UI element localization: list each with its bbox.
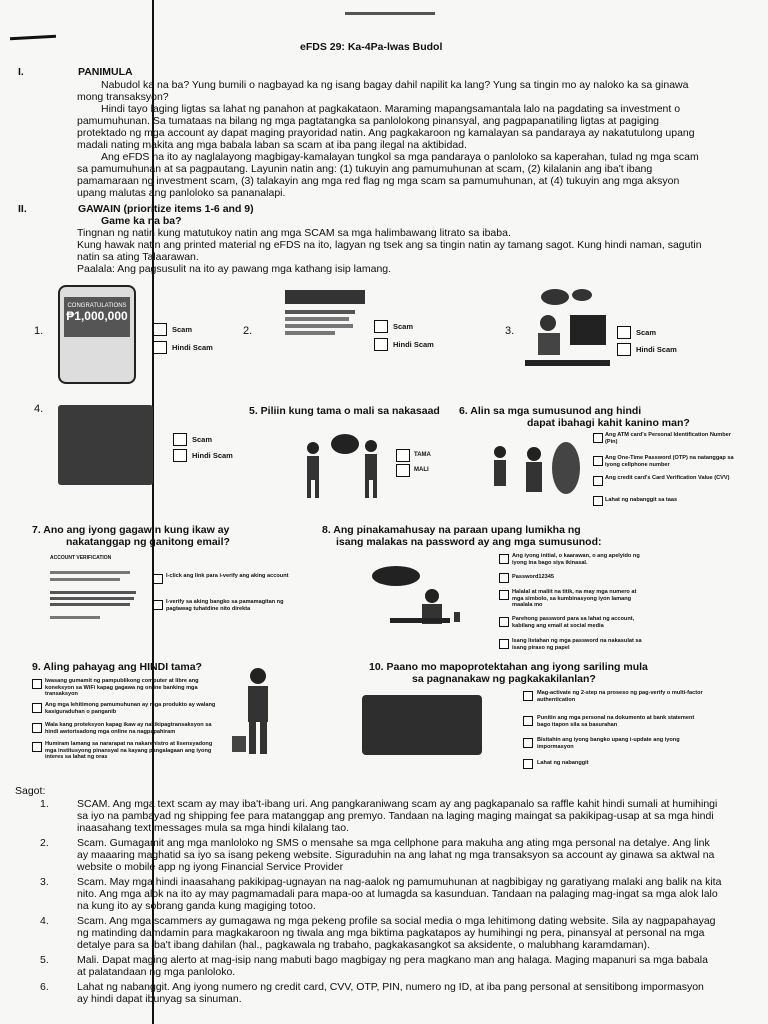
answer-number: 4.	[40, 915, 49, 927]
item2-hindi-checkbox[interactable]	[374, 338, 388, 351]
q10-opt2: Punitin ang mga personal na dokumento at bank statement bago itapon sila sa basurahan	[537, 715, 695, 728]
phone-banner: CONGRATULATIONS	[67, 303, 127, 309]
q6-title: 6. Alin sa mga sumusunod ang hindi	[459, 405, 642, 417]
q8-opt3: Halalal at maliit na titik, na may mga numero at mga simbolo, sa kumbinasyong iyon lamang maalala mo	[512, 589, 637, 609]
intro-line: sa pamumuhunan at sa pagpautang. Layunin natin ang: (1) tukuyin ang pamumuhunan at scam, (2) kilalanin ang iba't ibang	[77, 163, 653, 175]
q10-opt1-checkbox[interactable]	[523, 691, 533, 701]
q6-opt1-checkbox[interactable]	[593, 433, 603, 443]
item3-hindi-label: Hindi Scam	[636, 345, 677, 354]
q8-opt4-checkbox[interactable]	[499, 617, 509, 627]
item2-scam-label: Scam	[393, 322, 414, 331]
item3-number: 3.	[505, 325, 515, 337]
q5-mali-label: MALI	[414, 467, 429, 473]
item1-number: 1.	[34, 325, 44, 337]
item1-scam-label: Scam	[172, 325, 193, 334]
q9-opt2-checkbox[interactable]	[32, 703, 42, 713]
q9-opt4-checkbox[interactable]	[32, 742, 42, 752]
answer-line: Scam. Gumagamit ang mga manloloko ng SMS o mensahe sa mga cellphone para makuha ang ating mga personal na detalye. Ang link	[77, 837, 710, 849]
answer-line: Scam. Ang mga scammers ay gumagawa ng mga pekeng profile sa social media o mga lehitimong dating website. Sila ay nagpapahayag	[77, 915, 716, 927]
q10-opt4: Lahat ng nabanggit	[537, 760, 589, 766]
q6-opt2-checkbox[interactable]	[593, 456, 603, 466]
intro-line: pamumuhunan. Sa tumataas na bilang ng mga pagtatangka sa panlolokong pinansyal, ang pagpapanatiling ligtas at pagiging	[77, 115, 660, 127]
q6-opt4: Lahat ng nabanggit sa taas	[605, 497, 678, 503]
intro-line: upang malutas ang panloloko sa pananalapi.	[77, 187, 286, 199]
item4-hindi-label: Hindi Scam	[192, 451, 233, 460]
item1-scam-checkbox[interactable]	[153, 323, 167, 336]
q9-opt4: Humiram lamang sa nararapat na nakarehistro at lisensyadong mga institusyong pinansyal na kayang pangalagaan ang iyong interes sa lahat ng oras	[45, 741, 213, 761]
q6-opt1: Ang ATM card's Personal Identification Number (Pin)	[605, 432, 731, 445]
q7-title: 7. Ano ang iyong gagawin kung ikaw ay	[32, 524, 230, 536]
q5-mali-checkbox[interactable]	[396, 464, 410, 477]
q10-opt3: Bisitahin ang iyong bangko upang i-update ang iyong impormasyon	[537, 737, 680, 750]
q9-title: 9. Aling pahayag ang HINDI tama?	[32, 661, 202, 673]
q5-tama-label: TAMA	[414, 452, 431, 458]
item4-scam-checkbox[interactable]	[173, 433, 187, 446]
q9-opt1: Iwasang gumamit ng pampublikong computer at libre ang koneksyon sa WiFi kapag gagawa ng online banking mga transaksyon	[45, 678, 199, 698]
answer-line: Scam. May mga hindi inaasahang pakikipag-ugnayan na nag-aalok ng pamumuhunan at nagbibigay ng garatiyang malaki ang balik na kita	[77, 876, 722, 888]
instruction-line: Kung hawak natin ang printed material ng eFDS na ito, lagyan ng tsek ang sa tingin natin ay tamang sagot. Kung hindi naman, sagutin	[77, 239, 702, 251]
q6-opt3: Ang credit card's Card Verification Value (CVV)	[605, 475, 730, 481]
q5-title: 5. Piliin kung tama o mali sa nakasaad	[249, 405, 440, 417]
section1-numeral: I.	[18, 66, 24, 78]
item3-scam-label: Scam	[636, 328, 657, 337]
answer-line: Lahat ng nabanggit. Ang iyong numero ng credit card, CVV, OTP, PIN, numero ng ID, at iba pang personal at sensitibong impormasyon	[77, 981, 704, 993]
q9-opt2: Ang mga lehitimong pamumuhunan ay mga produkto ay walang kasiguraduhan o panganib	[45, 702, 216, 715]
section2-heading: GAWAIN (prioritize items 1-6 and 9)	[78, 203, 254, 215]
q10-opt4-checkbox[interactable]	[523, 759, 533, 769]
intro-line: Hindi tayo laging ligtas sa lahat ng panahon at pagkakataon. Maraming mapangsamantala lalo na pagdating sa investment o	[101, 103, 681, 115]
q5-tama-checkbox[interactable]	[396, 449, 410, 462]
email-image	[50, 555, 148, 640]
conversation-illustration	[295, 430, 395, 502]
answer-number: 6.	[40, 981, 49, 993]
answer-line: Mali. Dapat maging alerto at mag-isip nang mabuti bago magbigay ng pera magkano man ang halaga. Maging mapanuri sa mga babala	[77, 954, 708, 966]
answer-line: na kung ito ay sobrang ganda kung magiging totoo.	[77, 900, 316, 912]
dating-photo-image	[58, 405, 153, 485]
item2-hindi-label: Hindi Scam	[393, 340, 434, 349]
answer-line: sa iyo na pambayad ng shipping fee para matanggap ang premyo. Tandaan na laging maging maingat sa pakikipag-usap at sa mga hindi	[77, 810, 714, 822]
q10-opt1: Mag-activate ng 2-step na proseso ng pag-verify o multi-factor authentication	[537, 690, 703, 703]
item1-hindi-checkbox[interactable]	[153, 341, 167, 354]
answer-line: nito. Ang mga alok na ito ay may pagmamadali para mapa-oo at lumagda sa kasunduan. Tandaan na palaging mag-ingat sa mga alok lalo	[77, 888, 718, 900]
q7-title-2: nakatanggap ng ganitong email?	[66, 536, 230, 548]
q8-title: 8. Ang pinakamahusay na paraan upang lumikha ng	[322, 524, 581, 536]
q6-opt2: Ang One-Time Password (OTP) na natanggap sa iyong cellphone number	[605, 455, 734, 468]
page-title: eFDS 29: Ka-4Pa-lwas Budol	[300, 41, 443, 53]
instruction-line: natin sa ating Talaarawan.	[77, 251, 199, 263]
phone-image	[58, 285, 136, 384]
answer-line: ng matinding damdamin para magkakaroon ng tiwala ang mga biktima pagkatapos ay humihingi ng pera, pinansyal at personal na mga	[77, 927, 705, 939]
item1-hindi-label: Hindi Scam	[172, 343, 213, 352]
answer-line: inaasahang text messages mula sa mga hindi kilalang tao.	[77, 822, 349, 834]
q10-title-2: sa pagnanakaw ng pagkakakilanlan?	[412, 673, 596, 685]
item4-hindi-checkbox[interactable]	[173, 449, 187, 462]
q7-opt1-checkbox[interactable]	[153, 574, 163, 584]
q8-title-2: isang malakas na password ay ang mga sumusunod:	[336, 536, 602, 548]
q6-opt4-checkbox[interactable]	[593, 496, 603, 506]
intro-line: madali nating makita ang mga babala laban sa scam at iba pang ilegal na aktibidad.	[77, 139, 467, 151]
item3-hindi-checkbox[interactable]	[617, 343, 631, 356]
q6-opt3-checkbox[interactable]	[593, 476, 603, 486]
sharing-illustration	[486, 438, 586, 510]
answer-line: SCAM. Ang mga text scam ay may iba't-ibang uri. Ang pangkaraniwang scam ay ang pagkapanalo sa raffle kahit hindi sumali at humihingi	[77, 798, 718, 810]
answer-line: detalye para sa iba't ibang dahilan (hal., pagkawala ng trabaho, pagkakasangkot sa aksidente, o malubhang karamdaman).	[77, 939, 650, 951]
answer-number: 3.	[40, 876, 49, 888]
instruction-line: Paalala: Ang pagsusulit na ito ay pawang mga kathang isip lamang.	[77, 263, 392, 275]
scan-mark-top	[345, 12, 435, 15]
intro-line: mong transaksyon?	[77, 91, 169, 103]
answer-number: 5.	[40, 954, 49, 966]
q8-opt2: Password12345	[512, 574, 554, 580]
answer-line: ay hindi dapat ibunyag sa sinuman.	[77, 993, 242, 1005]
instruction-line: Tingnan ng natin kung matutukoy natin ang mga SCAM sa mga halimbawang litrato sa ibaba.	[77, 227, 511, 239]
intro-line: Ang eFDS na ito ay naglalayong magbigay-kamalayan tungkol sa mga pandaraya o panloloko sa kaperahan, tulad ng mga scam	[101, 151, 699, 163]
computer-user-illustration	[520, 285, 610, 375]
answer-line: website o mobile app ng iyong Financial Service Provider	[77, 861, 344, 873]
item2-number: 2.	[243, 325, 253, 337]
answer-number: 2.	[40, 837, 49, 849]
q7-opt2: I-verify sa aking bangko sa pamamagitan ng pagtawag tuhatdine nito direkta	[166, 599, 284, 612]
q7-opt2-checkbox[interactable]	[153, 600, 163, 610]
q8-opt1-checkbox[interactable]	[499, 554, 509, 564]
item2-scam-checkbox[interactable]	[374, 320, 388, 333]
item4-number: 4.	[34, 403, 44, 415]
q7-opt1: I-click ang link para i-verify ang aking account	[166, 573, 289, 579]
section2-numeral: II.	[18, 203, 27, 215]
q10-opt3-checkbox[interactable]	[523, 738, 533, 748]
password-illustration	[370, 562, 466, 632]
answers-heading: Sagot:	[15, 785, 46, 797]
businessman-illustration	[228, 662, 288, 762]
answer-line: ay maaaring maghatid sa iyo sa isang pekeng website. Siguraduhin na ang lahat ng mga transaksyon sa account ay ginawa sa aktwal na	[77, 849, 715, 861]
q8-opt3-checkbox[interactable]	[499, 590, 509, 600]
q10-title: 10. Paano mo mapoprotektahan ang iyong sariling mula	[369, 661, 648, 673]
q7-email-title: ACCOUNT VERIFICATION	[50, 555, 112, 561]
q6-title-2: dapat ibahagi kahit kanino man?	[527, 417, 690, 429]
item4-scam-label: Scam	[192, 435, 213, 444]
q9-opt1-checkbox[interactable]	[32, 679, 42, 689]
q8-opt5: Isang listahan ng mga password na nakasulat sa isang piraso ng papel	[512, 638, 642, 651]
q8-opt1: Ang iyong initial, o kaarawan, o ang apelyido ng iyong ina bago siya ikinasal.	[512, 553, 640, 566]
phone-amount: ₱1,000,000	[66, 309, 128, 323]
q10-opt2-checkbox[interactable]	[523, 716, 533, 726]
q8-opt4: Parehong password para sa lahat ng account, kabilang ang email at social media	[512, 616, 635, 629]
intro-line: pamamaraan ng investment scam, (3) talakayin ang mga red flag ng mga scam sa pamumuhunan, at (4) tukuyin ang mga aksyon	[77, 175, 680, 187]
identity-theft-image	[362, 695, 482, 755]
q9-opt3-checkbox[interactable]	[32, 723, 42, 733]
answer-line: at palatandaan ng mga panloloko.	[77, 966, 236, 978]
section2-subheading: Game ka na ba?	[101, 215, 182, 227]
scan-mark	[10, 35, 56, 40]
q8-opt5-checkbox[interactable]	[499, 639, 509, 649]
sms-image	[285, 290, 365, 350]
q8-opt2-checkbox[interactable]	[499, 573, 509, 583]
q9-opt3: Wala kang proteksyon kapag ikaw ay nakikipagtransaksyon sa hindi awtorisadong mga online na nagpapahiram	[45, 722, 212, 735]
intro-line: protektado ng mga account ay dapat maging prayoridad natin. Ang pagkakaroon ng kamalayan sa pandaraya ay nakatutulong upang	[77, 127, 695, 139]
intro-line: Nabudol ka na ba? Yung bumili o nagbayad ka ng isang bagay dahil napilit ka lang? Yung sa tingin mo ay naloko ka sa ginawa	[101, 79, 689, 91]
section1-heading: PANIMULA	[78, 66, 133, 78]
answer-number: 1.	[40, 798, 49, 810]
item3-scam-checkbox[interactable]	[617, 326, 631, 339]
